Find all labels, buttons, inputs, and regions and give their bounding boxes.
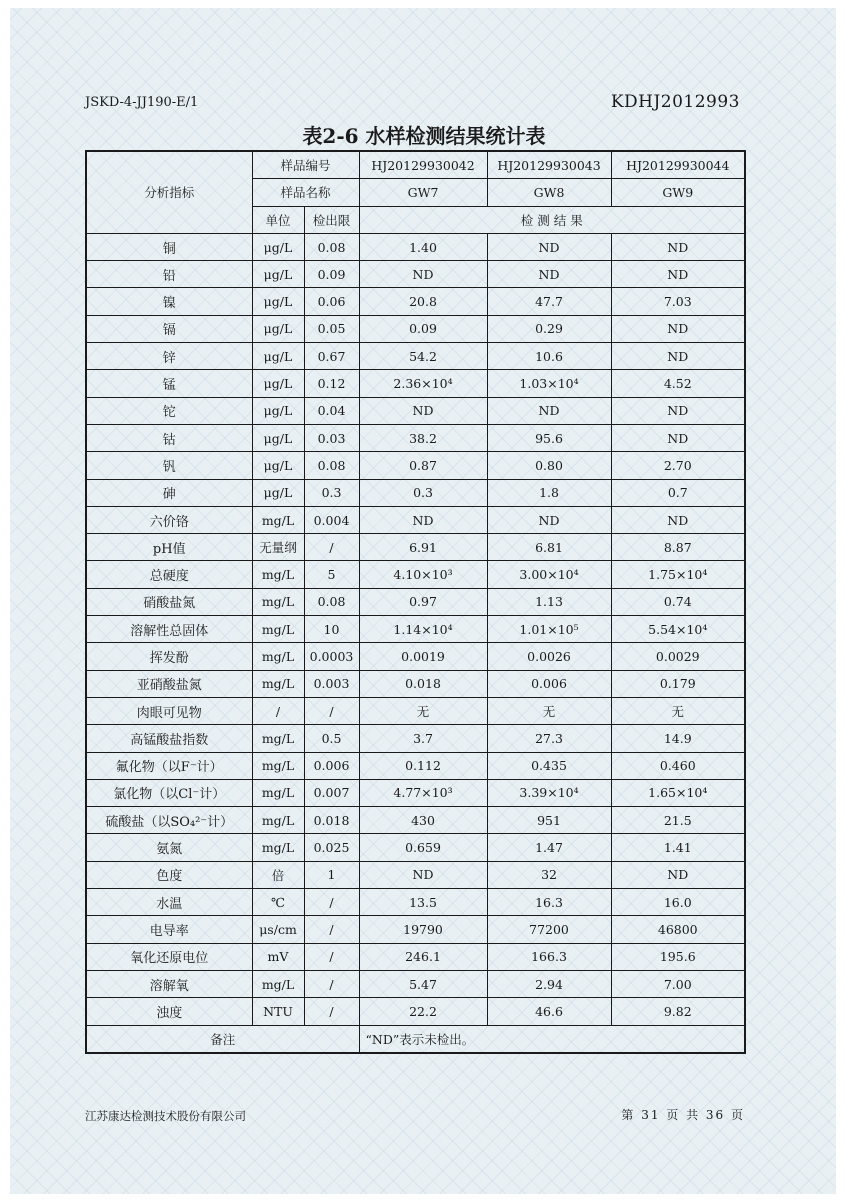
unit-cell: μg/L xyxy=(252,479,304,506)
result-cell: 14.9 xyxy=(611,725,745,752)
result-cell: 3.39×10⁴ xyxy=(487,779,611,806)
limit-cell: 0.08 xyxy=(304,452,359,479)
result-cell: 1.14×10⁴ xyxy=(359,616,487,643)
result-cell: 0.659 xyxy=(359,834,487,861)
result-cell: ND xyxy=(487,506,611,533)
result-cell: 16.0 xyxy=(611,889,745,916)
analysis-label: 分析指标 xyxy=(86,151,252,233)
result-cell: 7.03 xyxy=(611,288,745,315)
limit-cell: / xyxy=(304,697,359,724)
result-cell: 0.006 xyxy=(487,670,611,697)
sample-no: HJ20129930044 xyxy=(611,151,745,179)
result-cell: 0.018 xyxy=(359,670,487,697)
result-cell: 32 xyxy=(487,861,611,888)
result-cell: 1.13 xyxy=(487,588,611,615)
result-cell: ND xyxy=(487,261,611,288)
indicator-name: pH值 xyxy=(86,534,252,561)
indicator-name: 水温 xyxy=(86,889,252,916)
unit-cell: μg/L xyxy=(252,370,304,397)
result-cell: 0.112 xyxy=(359,752,487,779)
result-cell: 1.01×10⁵ xyxy=(487,616,611,643)
result-cell: 21.5 xyxy=(611,807,745,834)
sample-name: GW9 xyxy=(611,179,745,206)
sample-name: GW8 xyxy=(487,179,611,206)
limit-cell: 0.007 xyxy=(304,779,359,806)
result-cell: 0.80 xyxy=(487,452,611,479)
result-cell: ND xyxy=(611,506,745,533)
limit-cell: 0.08 xyxy=(304,588,359,615)
unit-label: 单位 xyxy=(252,206,304,233)
sample-no: HJ20129930042 xyxy=(359,151,487,179)
indicator-name: 硝酸盐氮 xyxy=(86,588,252,615)
table-row xyxy=(86,670,745,697)
table-row xyxy=(86,397,745,424)
limit-cell: 0.08 xyxy=(304,233,359,260)
indicator-name: 锰 xyxy=(86,370,252,397)
result-cell: 0.0026 xyxy=(487,643,611,670)
header-row-sample-no xyxy=(86,151,745,179)
indicator-name: 氧化还原电位 xyxy=(86,943,252,970)
result-cell: 54.2 xyxy=(359,343,487,370)
result-cell: 1.03×10⁴ xyxy=(487,370,611,397)
result-cell: 95.6 xyxy=(487,424,611,451)
result-cell: 430 xyxy=(359,807,487,834)
limit-cell: 0.05 xyxy=(304,315,359,342)
table-row xyxy=(86,452,745,479)
result-cell: 951 xyxy=(487,807,611,834)
table-row xyxy=(86,807,745,834)
unit-cell: mg/L xyxy=(252,807,304,834)
report-number: KDHJ2012993 xyxy=(610,92,740,112)
indicator-name: 挥发酚 xyxy=(86,643,252,670)
result-cell: 0.179 xyxy=(611,670,745,697)
indicator-name: 溶解氧 xyxy=(86,970,252,997)
indicator-name: 氨氮 xyxy=(86,834,252,861)
limit-cell: 0.025 xyxy=(304,834,359,861)
result-cell: 19790 xyxy=(359,916,487,943)
limit-cell: 1 xyxy=(304,861,359,888)
indicator-name: 溶解性总固体 xyxy=(86,616,252,643)
limit-cell: / xyxy=(304,998,359,1025)
table-row xyxy=(86,916,745,943)
result-cell: 27.3 xyxy=(487,725,611,752)
limit-cell: 0.67 xyxy=(304,343,359,370)
table-row xyxy=(86,616,745,643)
limit-cell: 0.3 xyxy=(304,479,359,506)
result-cell: 4.10×10³ xyxy=(359,561,487,588)
limit-cell: 0.06 xyxy=(304,288,359,315)
result-cell: 4.52 xyxy=(611,370,745,397)
indicator-name: 高锰酸盐指数 xyxy=(86,725,252,752)
table-row xyxy=(86,561,745,588)
limit-cell: 0.004 xyxy=(304,506,359,533)
result-cell: 7.00 xyxy=(611,970,745,997)
table-row xyxy=(86,725,745,752)
indicator-name: 钒 xyxy=(86,452,252,479)
indicator-name: 镉 xyxy=(86,315,252,342)
result-cell: 6.91 xyxy=(359,534,487,561)
remark-row xyxy=(86,1025,745,1053)
unit-cell: mg/L xyxy=(252,670,304,697)
unit-cell: μg/L xyxy=(252,397,304,424)
result-cell: ND xyxy=(611,233,745,260)
limit-cell: / xyxy=(304,970,359,997)
unit-cell: mg/L xyxy=(252,616,304,643)
result-cell: 0.3 xyxy=(359,479,487,506)
table-row xyxy=(86,588,745,615)
results-table xyxy=(85,150,746,1054)
unit-cell: μg/L xyxy=(252,233,304,260)
limit-label: 检出限 xyxy=(304,206,359,233)
indicator-name: 氯化物（以Cl⁻计） xyxy=(86,779,252,806)
indicator-name: 锌 xyxy=(86,343,252,370)
indicator-name: 硫酸盐（以SO₄²⁻计） xyxy=(86,807,252,834)
remark-text: “ND”表示未检出。 xyxy=(359,1025,745,1053)
result-cell: 0.0019 xyxy=(359,643,487,670)
result-cell: 无 xyxy=(359,697,487,724)
result-cell: 22.2 xyxy=(359,998,487,1025)
result-cell: 1.8 xyxy=(487,479,611,506)
unit-cell: μg/L xyxy=(252,343,304,370)
unit-cell: μg/L xyxy=(252,315,304,342)
doc-code: JSKD-4-JJ190-E/1 xyxy=(85,95,199,110)
result-cell: 47.7 xyxy=(487,288,611,315)
page-number: 第 31 页 共 36 页 xyxy=(621,1108,745,1122)
result-cell: 1.41 xyxy=(611,834,745,861)
result-cell: 10.6 xyxy=(487,343,611,370)
unit-cell: 无量纲 xyxy=(252,534,304,561)
limit-cell: / xyxy=(304,916,359,943)
result-cell: ND xyxy=(487,233,611,260)
sample-no: HJ20129930043 xyxy=(487,151,611,179)
table-title: 表2-6 水样检测结果统计表 xyxy=(302,124,546,148)
indicator-name: 浊度 xyxy=(86,998,252,1025)
result-cell: ND xyxy=(611,343,745,370)
indicator-name: 电导率 xyxy=(86,916,252,943)
unit-cell: μg/L xyxy=(252,452,304,479)
result-cell: 20.8 xyxy=(359,288,487,315)
unit-cell: mg/L xyxy=(252,506,304,533)
table-row xyxy=(86,506,745,533)
table-row xyxy=(86,779,745,806)
limit-cell: / xyxy=(304,943,359,970)
indicator-name: 镍 xyxy=(86,288,252,315)
unit-cell: mg/L xyxy=(252,779,304,806)
indicator-name: 铊 xyxy=(86,397,252,424)
limit-cell: 0.006 xyxy=(304,752,359,779)
indicator-name: 亚硝酸盐氮 xyxy=(86,670,252,697)
result-cell: ND xyxy=(359,506,487,533)
unit-cell: 倍 xyxy=(252,861,304,888)
result-cell: ND xyxy=(611,861,745,888)
result-cell: 13.5 xyxy=(359,889,487,916)
table-row xyxy=(86,998,745,1025)
sample-no-label: 样品编号 xyxy=(252,151,359,179)
result-cell: 195.6 xyxy=(611,943,745,970)
limit-cell: 0.04 xyxy=(304,397,359,424)
result-cell: 0.0029 xyxy=(611,643,745,670)
sample-name: GW7 xyxy=(359,179,487,206)
table-row xyxy=(86,752,745,779)
limit-cell: 0.5 xyxy=(304,725,359,752)
indicator-name: 肉眼可见物 xyxy=(86,697,252,724)
table-row xyxy=(86,343,745,370)
result-cell: ND xyxy=(359,261,487,288)
result-cell: ND xyxy=(611,397,745,424)
result-cell: 1.65×10⁴ xyxy=(611,779,745,806)
result-cell: 5.54×10⁴ xyxy=(611,616,745,643)
result-cell: 0.29 xyxy=(487,315,611,342)
table-row xyxy=(86,697,745,724)
table-row xyxy=(86,889,745,916)
table-row xyxy=(86,943,745,970)
limit-cell: 0.09 xyxy=(304,261,359,288)
result-cell: 0.97 xyxy=(359,588,487,615)
limit-cell: 0.0003 xyxy=(304,643,359,670)
unit-cell: mg/L xyxy=(252,834,304,861)
unit-cell: μs/cm xyxy=(252,916,304,943)
limit-cell: / xyxy=(304,534,359,561)
table-row xyxy=(86,861,745,888)
result-cell: 38.2 xyxy=(359,424,487,451)
limit-cell: 5 xyxy=(304,561,359,588)
result-cell: 0.87 xyxy=(359,452,487,479)
result-cell: ND xyxy=(359,397,487,424)
result-cell: 1.40 xyxy=(359,233,487,260)
indicator-name: 钴 xyxy=(86,424,252,451)
company-name: 江苏康达检测技术股份有限公司 xyxy=(85,1109,246,1123)
unit-cell: μg/L xyxy=(252,261,304,288)
result-cell: 无 xyxy=(611,697,745,724)
limit-cell: 0.018 xyxy=(304,807,359,834)
table-row xyxy=(86,479,745,506)
table-row xyxy=(86,534,745,561)
indicator-name: 色度 xyxy=(86,861,252,888)
unit-cell: μg/L xyxy=(252,288,304,315)
limit-cell: 0.003 xyxy=(304,670,359,697)
result-cell: 77200 xyxy=(487,916,611,943)
result-cell: 246.1 xyxy=(359,943,487,970)
unit-cell: mV xyxy=(252,943,304,970)
unit-cell: NTU xyxy=(252,998,304,1025)
unit-cell: mg/L xyxy=(252,970,304,997)
indicator-name: 砷 xyxy=(86,479,252,506)
result-cell: 16.3 xyxy=(487,889,611,916)
table-row xyxy=(86,233,745,260)
result-cell: 0.74 xyxy=(611,588,745,615)
remark-label: 备注 xyxy=(86,1025,359,1053)
sample-name-label: 样品名称 xyxy=(252,179,359,206)
result-cell: ND xyxy=(487,397,611,424)
result-cell: 6.81 xyxy=(487,534,611,561)
result-cell: 4.77×10³ xyxy=(359,779,487,806)
result-cell: 无 xyxy=(487,697,611,724)
table-row xyxy=(86,424,745,451)
result-cell: ND xyxy=(611,261,745,288)
result-cell: 0.460 xyxy=(611,752,745,779)
unit-cell: μg/L xyxy=(252,424,304,451)
result-cell: 2.36×10⁴ xyxy=(359,370,487,397)
table-row xyxy=(86,370,745,397)
unit-cell: mg/L xyxy=(252,588,304,615)
unit-cell: / xyxy=(252,697,304,724)
unit-cell: ℃ xyxy=(252,889,304,916)
indicator-name: 氟化物（以F⁻计） xyxy=(86,752,252,779)
result-label: 检 测 结 果 xyxy=(359,206,745,233)
result-cell: 1.47 xyxy=(487,834,611,861)
table-row xyxy=(86,834,745,861)
result-cell: 5.47 xyxy=(359,970,487,997)
result-cell: 0.09 xyxy=(359,315,487,342)
result-cell: ND xyxy=(611,424,745,451)
limit-cell: 0.12 xyxy=(304,370,359,397)
result-cell: 3.00×10⁴ xyxy=(487,561,611,588)
indicator-name: 铜 xyxy=(86,233,252,260)
unit-cell: mg/L xyxy=(252,643,304,670)
table-row xyxy=(86,261,745,288)
indicator-name: 铅 xyxy=(86,261,252,288)
table-row xyxy=(86,970,745,997)
result-cell: ND xyxy=(359,861,487,888)
table-row xyxy=(86,315,745,342)
result-cell: 0.7 xyxy=(611,479,745,506)
result-cell: 0.435 xyxy=(487,752,611,779)
unit-cell: mg/L xyxy=(252,561,304,588)
result-cell: 46.6 xyxy=(487,998,611,1025)
unit-cell: mg/L xyxy=(252,752,304,779)
indicator-name: 六价铬 xyxy=(86,506,252,533)
unit-cell: mg/L xyxy=(252,725,304,752)
result-cell: 2.70 xyxy=(611,452,745,479)
result-cell: 46800 xyxy=(611,916,745,943)
result-cell: 1.75×10⁴ xyxy=(611,561,745,588)
result-cell: 2.94 xyxy=(487,970,611,997)
indicator-name: 总硬度 xyxy=(86,561,252,588)
limit-cell: 10 xyxy=(304,616,359,643)
table-row xyxy=(86,643,745,670)
result-cell: 3.7 xyxy=(359,725,487,752)
result-cell: 8.87 xyxy=(611,534,745,561)
limit-cell: / xyxy=(304,889,359,916)
result-cell: 166.3 xyxy=(487,943,611,970)
limit-cell: 0.03 xyxy=(304,424,359,451)
table-row xyxy=(86,288,745,315)
result-cell: ND xyxy=(611,315,745,342)
result-cell: 9.82 xyxy=(611,998,745,1025)
